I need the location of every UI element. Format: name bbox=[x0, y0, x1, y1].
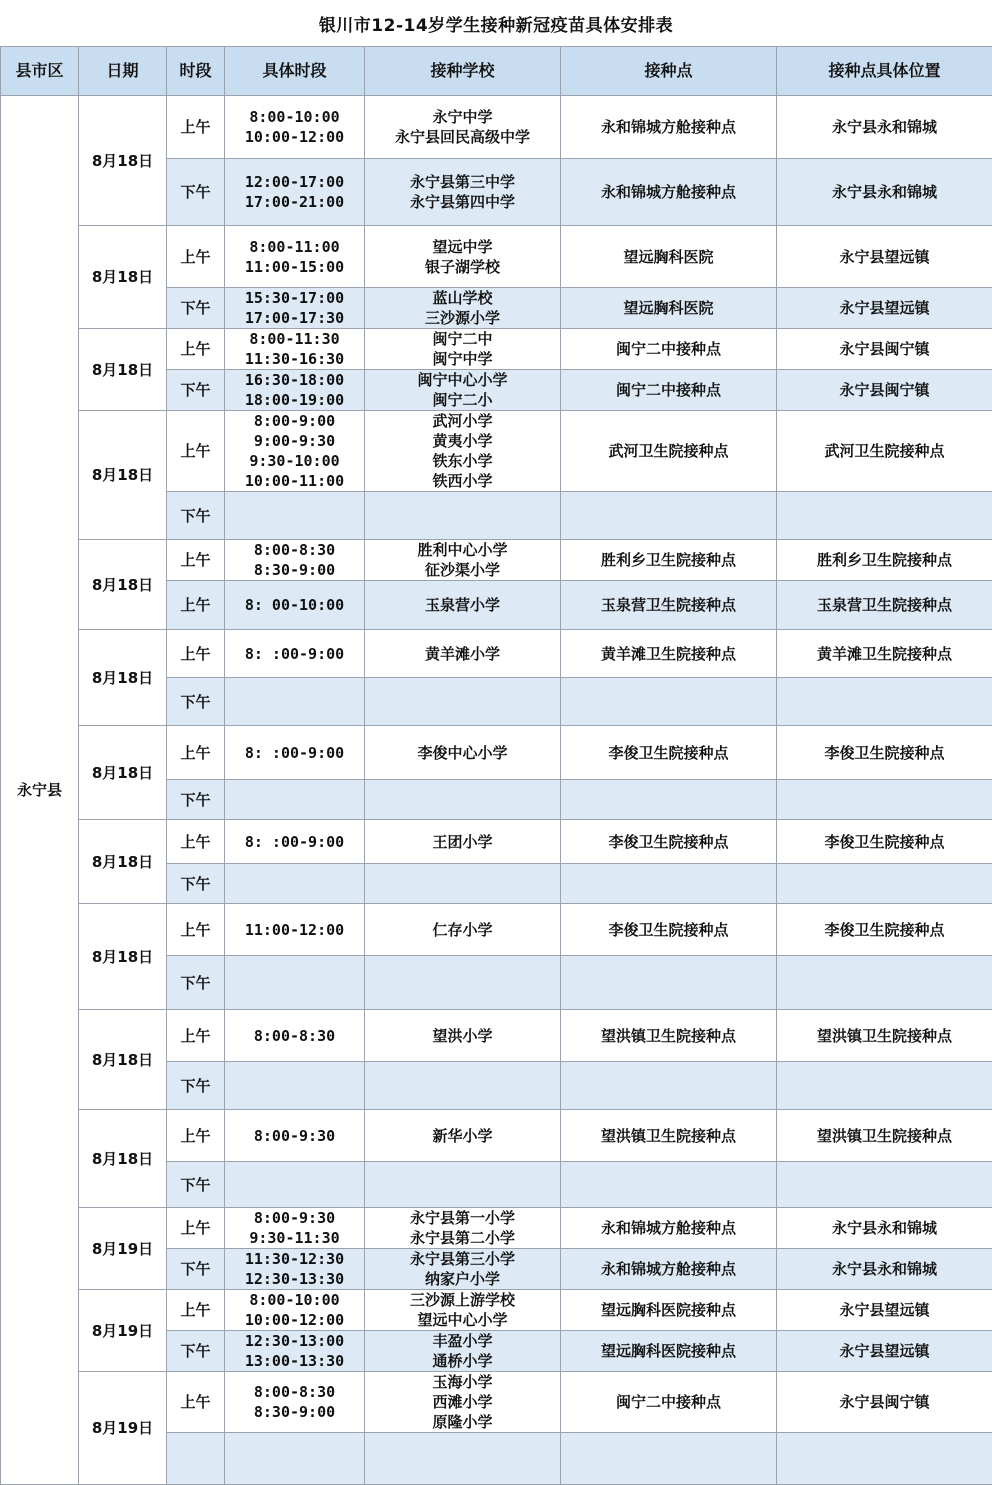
period-cell: 上午 bbox=[167, 411, 225, 492]
school-cell bbox=[365, 329, 561, 370]
period-cell bbox=[167, 1433, 225, 1485]
period-cell: 上午 bbox=[167, 1208, 225, 1249]
schedule-table bbox=[0, 46, 992, 1485]
time-slot: 8:00-10:00 bbox=[225, 1290, 364, 1310]
period-cell: 下午 bbox=[167, 370, 225, 411]
school-name: 王团小学 bbox=[365, 832, 560, 852]
location-cell bbox=[777, 780, 992, 820]
school-cell bbox=[365, 1372, 561, 1433]
school-cell bbox=[365, 96, 561, 159]
location-cell: 永宁县望远镇 bbox=[777, 226, 992, 288]
period-cell: 上午 bbox=[167, 1010, 225, 1062]
table-row bbox=[1, 96, 992, 159]
table-row bbox=[1, 904, 992, 956]
date-cell: 8月18日 bbox=[79, 329, 167, 411]
location-cell bbox=[777, 1162, 992, 1208]
time-cell bbox=[225, 1249, 365, 1290]
site-cell bbox=[561, 678, 777, 726]
school-name: 纳家户小学 bbox=[365, 1269, 560, 1289]
time-slot: 12:00-17:00 bbox=[225, 172, 364, 192]
school-cell bbox=[365, 288, 561, 329]
table-row bbox=[1, 1290, 992, 1331]
date-cell: 8月19日 bbox=[79, 1208, 167, 1290]
time-cell bbox=[225, 726, 365, 780]
site-cell: 望远胸科医院接种点 bbox=[561, 1290, 777, 1331]
period-cell: 上午 bbox=[167, 226, 225, 288]
time-slot: 13:00-13:30 bbox=[225, 1351, 364, 1371]
time-slot: 12:30-13:00 bbox=[225, 1331, 364, 1351]
school-name: 蓝山学校 bbox=[365, 288, 560, 308]
time-cell bbox=[225, 1290, 365, 1331]
school-name: 永宁中学 bbox=[365, 107, 560, 127]
site-cell: 永和锦城方舱接种点 bbox=[561, 159, 777, 226]
date-cell: 8月18日 bbox=[79, 630, 167, 726]
time-cell bbox=[225, 1010, 365, 1062]
site-cell bbox=[561, 1433, 777, 1485]
time-cell bbox=[225, 226, 365, 288]
school-name: 银子湖学校 bbox=[365, 257, 560, 277]
time-cell bbox=[225, 370, 365, 411]
time-slot: 10:00-12:00 bbox=[225, 1310, 364, 1330]
school-name: 望洪小学 bbox=[365, 1026, 560, 1046]
time-slot: 8:00-9:30 bbox=[225, 1126, 364, 1146]
school-name: 新华小学 bbox=[365, 1126, 560, 1146]
school-cell bbox=[365, 411, 561, 492]
time-slot: 8: :00-9:00 bbox=[225, 743, 364, 763]
period-cell: 上午 bbox=[167, 329, 225, 370]
school-cell bbox=[365, 1062, 561, 1110]
time-slot: 17:00-21:00 bbox=[225, 192, 364, 212]
site-cell: 望远胸科医院 bbox=[561, 288, 777, 329]
time-cell bbox=[225, 1372, 365, 1433]
school-cell bbox=[365, 1162, 561, 1208]
site-cell: 望洪镇卫生院接种点 bbox=[561, 1010, 777, 1062]
location-cell bbox=[777, 864, 992, 904]
time-slot: 8: :00-9:00 bbox=[225, 644, 364, 664]
school-name: 李俊中心小学 bbox=[365, 743, 560, 763]
school-cell bbox=[365, 678, 561, 726]
header-period: 时段 bbox=[167, 47, 225, 96]
school-name: 永宁县第三小学 bbox=[365, 1249, 560, 1269]
school-cell bbox=[365, 956, 561, 1010]
site-cell: 李俊卫生院接种点 bbox=[561, 726, 777, 780]
time-cell bbox=[225, 904, 365, 956]
header-site: 接种点 bbox=[561, 47, 777, 96]
table-row bbox=[1, 820, 992, 864]
site-cell bbox=[561, 780, 777, 820]
time-slot: 9:00-9:30 bbox=[225, 431, 364, 451]
site-cell: 胜利乡卫生院接种点 bbox=[561, 540, 777, 581]
page-title: 银川市12-14岁学生接种新冠疫苗具体安排表 bbox=[0, 0, 992, 46]
period-cell: 下午 bbox=[167, 956, 225, 1010]
school-name: 征沙渠小学 bbox=[365, 560, 560, 580]
period-cell: 下午 bbox=[167, 1331, 225, 1372]
time-cell bbox=[225, 678, 365, 726]
school-name: 望远中学 bbox=[365, 237, 560, 257]
time-slot: 8:00-9:30 bbox=[225, 1208, 364, 1228]
location-cell: 望洪镇卫生院接种点 bbox=[777, 1010, 992, 1062]
school-name: 永宁县第二小学 bbox=[365, 1228, 560, 1248]
time-cell bbox=[225, 581, 365, 630]
school-cell bbox=[365, 540, 561, 581]
time-slot: 9:30-10:00 bbox=[225, 451, 364, 471]
site-cell bbox=[561, 864, 777, 904]
period-cell: 上午 bbox=[167, 540, 225, 581]
site-cell: 望远胸科医院 bbox=[561, 226, 777, 288]
table-row bbox=[1, 630, 992, 678]
location-cell: 永宁县望远镇 bbox=[777, 288, 992, 329]
school-cell bbox=[365, 226, 561, 288]
school-name: 闽宁二中 bbox=[365, 329, 560, 349]
date-cell: 8月18日 bbox=[79, 1010, 167, 1110]
school-cell bbox=[365, 780, 561, 820]
site-cell: 永和锦城方舱接种点 bbox=[561, 96, 777, 159]
date-cell: 8月18日 bbox=[79, 820, 167, 904]
location-cell: 永宁县永和锦城 bbox=[777, 1249, 992, 1290]
school-name: 原隆小学 bbox=[365, 1412, 560, 1432]
school-name: 闽宁中学 bbox=[365, 349, 560, 369]
date-cell: 8月18日 bbox=[79, 904, 167, 1010]
time-cell bbox=[225, 540, 365, 581]
time-cell bbox=[225, 780, 365, 820]
school-name: 永宁县第一小学 bbox=[365, 1208, 560, 1228]
location-cell: 李俊卫生院接种点 bbox=[777, 820, 992, 864]
school-name: 通桥小学 bbox=[365, 1351, 560, 1371]
location-cell bbox=[777, 956, 992, 1010]
header-school: 接种学校 bbox=[365, 47, 561, 96]
header-date: 日期 bbox=[79, 47, 167, 96]
site-cell bbox=[561, 492, 777, 540]
schedule-body bbox=[1, 96, 992, 1485]
period-cell: 下午 bbox=[167, 159, 225, 226]
site-cell: 永和锦城方舱接种点 bbox=[561, 1249, 777, 1290]
location-cell: 永宁县望远镇 bbox=[777, 1290, 992, 1331]
time-slot: 8:00-8:30 bbox=[225, 1026, 364, 1046]
table-row bbox=[1, 411, 992, 492]
school-cell bbox=[365, 630, 561, 678]
period-cell: 上午 bbox=[167, 904, 225, 956]
time-slot: 12:30-13:30 bbox=[225, 1269, 364, 1289]
school-cell bbox=[365, 1331, 561, 1372]
school-cell bbox=[365, 159, 561, 226]
time-cell bbox=[225, 956, 365, 1010]
school-cell bbox=[365, 581, 561, 630]
school-name: 三沙源上游学校 bbox=[365, 1290, 560, 1310]
school-name: 永宁县第三中学 bbox=[365, 172, 560, 192]
location-cell bbox=[777, 492, 992, 540]
time-slot: 10:00-11:00 bbox=[225, 471, 364, 491]
school-cell bbox=[365, 904, 561, 956]
time-slot: 11:30-12:30 bbox=[225, 1249, 364, 1269]
location-cell: 永宁县闽宁镇 bbox=[777, 329, 992, 370]
period-cell: 下午 bbox=[167, 1249, 225, 1290]
location-cell: 永宁县永和锦城 bbox=[777, 1208, 992, 1249]
time-slot: 18:00-19:00 bbox=[225, 390, 364, 410]
time-cell bbox=[225, 288, 365, 329]
time-slot: 10:00-12:00 bbox=[225, 127, 364, 147]
period-cell: 下午 bbox=[167, 1062, 225, 1110]
school-cell bbox=[365, 820, 561, 864]
time-slot: 16:30-18:00 bbox=[225, 370, 364, 390]
school-cell bbox=[365, 370, 561, 411]
location-cell bbox=[777, 1433, 992, 1485]
time-cell bbox=[225, 1433, 365, 1485]
time-cell bbox=[225, 1162, 365, 1208]
time-slot: 11:00-15:00 bbox=[225, 257, 364, 277]
time-slot: 8:00-10:00 bbox=[225, 107, 364, 127]
site-cell: 玉泉营卫生院接种点 bbox=[561, 581, 777, 630]
location-cell: 永宁县望远镇 bbox=[777, 1331, 992, 1372]
school-name: 胜利中心小学 bbox=[365, 540, 560, 560]
period-cell: 上午 bbox=[167, 630, 225, 678]
school-cell bbox=[365, 492, 561, 540]
school-name: 仁存小学 bbox=[365, 920, 560, 940]
date-cell: 8月18日 bbox=[79, 411, 167, 540]
site-cell bbox=[561, 956, 777, 1010]
period-cell: 下午 bbox=[167, 288, 225, 329]
time-slot: 11:00-12:00 bbox=[225, 920, 364, 940]
school-cell bbox=[365, 1110, 561, 1162]
time-cell bbox=[225, 159, 365, 226]
period-cell: 下午 bbox=[167, 678, 225, 726]
time-slot: 8:30-9:00 bbox=[225, 560, 364, 580]
period-cell: 上午 bbox=[167, 581, 225, 630]
date-cell: 8月18日 bbox=[79, 96, 167, 226]
date-cell: 8月18日 bbox=[79, 540, 167, 630]
table-row bbox=[1, 329, 992, 370]
period-cell: 上午 bbox=[167, 1372, 225, 1433]
time-cell bbox=[225, 820, 365, 864]
site-cell: 闽宁二中接种点 bbox=[561, 1372, 777, 1433]
school-name: 西滩小学 bbox=[365, 1392, 560, 1412]
period-cell: 上午 bbox=[167, 726, 225, 780]
location-cell: 武河卫生院接种点 bbox=[777, 411, 992, 492]
school-cell bbox=[365, 726, 561, 780]
time-cell bbox=[225, 630, 365, 678]
school-name: 丰盈小学 bbox=[365, 1331, 560, 1351]
school-name: 铁西小学 bbox=[365, 471, 560, 491]
time-slot: 8:30-9:00 bbox=[225, 1402, 364, 1422]
time-slot: 8:00-8:30 bbox=[225, 1382, 364, 1402]
time-cell bbox=[225, 329, 365, 370]
location-cell: 永宁县永和锦城 bbox=[777, 96, 992, 159]
school-name: 望远中心小学 bbox=[365, 1310, 560, 1330]
site-cell: 望洪镇卫生院接种点 bbox=[561, 1110, 777, 1162]
period-cell: 上午 bbox=[167, 1110, 225, 1162]
period-cell: 下午 bbox=[167, 1162, 225, 1208]
time-cell bbox=[225, 1062, 365, 1110]
table-row bbox=[1, 226, 992, 288]
school-cell bbox=[365, 1249, 561, 1290]
school-cell bbox=[365, 1290, 561, 1331]
table-row bbox=[1, 1372, 992, 1433]
site-cell: 李俊卫生院接种点 bbox=[561, 820, 777, 864]
school-cell bbox=[365, 1433, 561, 1485]
time-slot: 11:30-16:30 bbox=[225, 349, 364, 369]
period-cell: 下午 bbox=[167, 780, 225, 820]
site-cell: 武河卫生院接种点 bbox=[561, 411, 777, 492]
site-cell: 闽宁二中接种点 bbox=[561, 370, 777, 411]
site-cell: 永和锦城方舱接种点 bbox=[561, 1208, 777, 1249]
location-cell bbox=[777, 678, 992, 726]
school-name: 黄羊滩小学 bbox=[365, 644, 560, 664]
location-cell: 李俊卫生院接种点 bbox=[777, 726, 992, 780]
site-cell bbox=[561, 1162, 777, 1208]
time-slot: 8:00-11:30 bbox=[225, 329, 364, 349]
date-cell: 8月19日 bbox=[79, 1290, 167, 1372]
school-name: 永宁县回民高级中学 bbox=[365, 127, 560, 147]
school-name: 玉泉营小学 bbox=[365, 595, 560, 615]
location-cell: 李俊卫生院接种点 bbox=[777, 904, 992, 956]
location-cell bbox=[777, 1062, 992, 1110]
time-slot: 8: :00-9:00 bbox=[225, 832, 364, 852]
time-slot: 8:00-11:00 bbox=[225, 237, 364, 257]
header-row bbox=[1, 47, 992, 96]
location-cell: 望洪镇卫生院接种点 bbox=[777, 1110, 992, 1162]
date-cell: 8月18日 bbox=[79, 726, 167, 820]
header-county: 县市区 bbox=[1, 47, 79, 96]
site-cell bbox=[561, 1062, 777, 1110]
time-cell bbox=[225, 1110, 365, 1162]
header-location: 接种点具体位置 bbox=[777, 47, 992, 96]
school-cell bbox=[365, 1010, 561, 1062]
school-name: 玉海小学 bbox=[365, 1372, 560, 1392]
location-cell: 永宁县永和锦城 bbox=[777, 159, 992, 226]
location-cell: 永宁县闽宁镇 bbox=[777, 370, 992, 411]
time-slot: 8: 00-10:00 bbox=[225, 595, 364, 615]
school-name: 铁东小学 bbox=[365, 451, 560, 471]
period-cell: 上午 bbox=[167, 820, 225, 864]
time-slot: 9:30-11:30 bbox=[225, 1228, 364, 1248]
time-slot: 15:30-17:00 bbox=[225, 288, 364, 308]
school-cell bbox=[365, 1208, 561, 1249]
site-cell: 望远胸科医院接种点 bbox=[561, 1331, 777, 1372]
school-name: 永宁县第四中学 bbox=[365, 192, 560, 212]
period-cell: 下午 bbox=[167, 864, 225, 904]
time-cell bbox=[225, 1331, 365, 1372]
site-cell: 黄羊滩卫生院接种点 bbox=[561, 630, 777, 678]
site-cell: 闽宁二中接种点 bbox=[561, 329, 777, 370]
table-row bbox=[1, 1010, 992, 1062]
time-cell bbox=[225, 96, 365, 159]
time-cell bbox=[225, 864, 365, 904]
school-cell bbox=[365, 864, 561, 904]
date-cell: 8月18日 bbox=[79, 1110, 167, 1208]
location-cell: 黄羊滩卫生院接种点 bbox=[777, 630, 992, 678]
time-cell bbox=[225, 1208, 365, 1249]
time-cell bbox=[225, 411, 365, 492]
period-cell: 上午 bbox=[167, 96, 225, 159]
time-slot: 8:00-8:30 bbox=[225, 540, 364, 560]
site-cell: 李俊卫生院接种点 bbox=[561, 904, 777, 956]
table-row bbox=[1, 1208, 992, 1249]
period-cell: 上午 bbox=[167, 1290, 225, 1331]
county-cell: 永宁县 bbox=[1, 96, 79, 1485]
location-cell: 胜利乡卫生院接种点 bbox=[777, 540, 992, 581]
table-row bbox=[1, 1110, 992, 1162]
time-slot: 17:00-17:30 bbox=[225, 308, 364, 328]
location-cell: 永宁县闽宁镇 bbox=[777, 1372, 992, 1433]
table-row bbox=[1, 726, 992, 780]
school-name: 武河小学 bbox=[365, 411, 560, 431]
time-cell bbox=[225, 492, 365, 540]
header-time: 具体时段 bbox=[225, 47, 365, 96]
school-name: 闽宁二小 bbox=[365, 390, 560, 410]
time-slot: 8:00-9:00 bbox=[225, 411, 364, 431]
date-cell: 8月19日 bbox=[79, 1372, 167, 1485]
school-name: 闽宁中心小学 bbox=[365, 370, 560, 390]
school-name: 三沙源小学 bbox=[365, 308, 560, 328]
school-name: 黄夷小学 bbox=[365, 431, 560, 451]
period-cell: 下午 bbox=[167, 492, 225, 540]
table-row bbox=[1, 540, 992, 581]
date-cell: 8月18日 bbox=[79, 226, 167, 329]
location-cell: 玉泉营卫生院接种点 bbox=[777, 581, 992, 630]
